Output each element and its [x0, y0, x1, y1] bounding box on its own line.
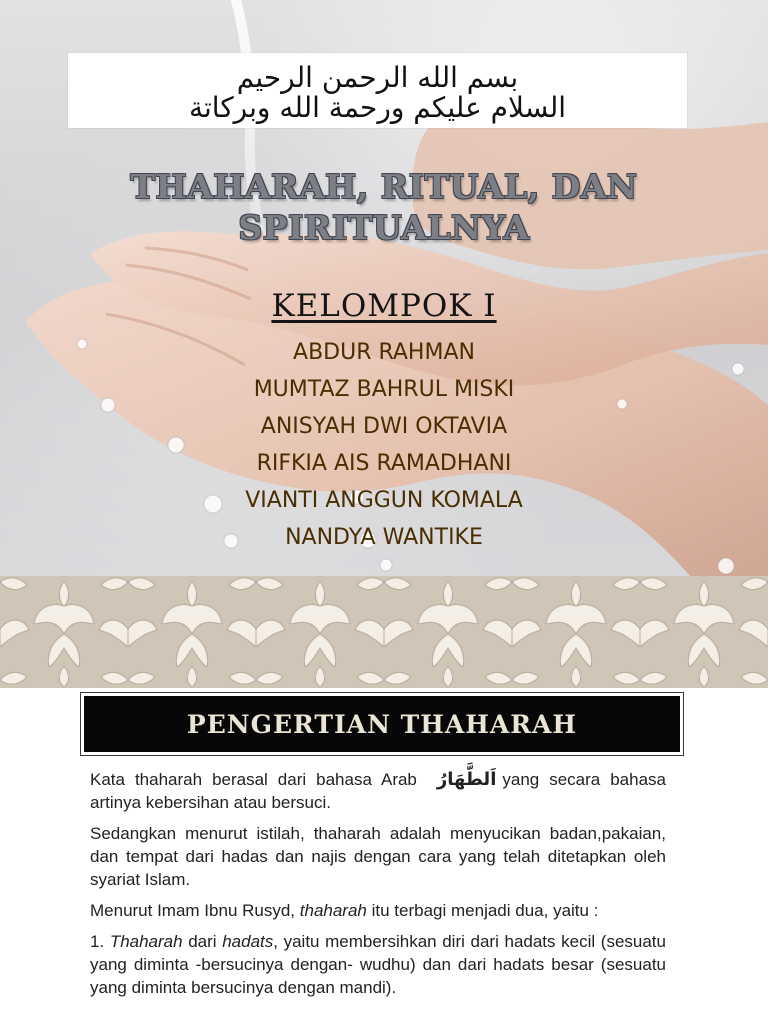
member-list [165, 334, 603, 556]
damask-ornament [0, 576, 768, 688]
definition-slide [0, 576, 768, 1024]
paragraph-definition: Sedangkan menurut istilah, thaharah adalah menyucikan badan,pakaian, dan tempat dari hadas dan najis dengan cara yang telah ditetapkan oleh syariat Islam. [90, 824, 666, 889]
bismillah-text: بسم الله الرحمن الرحيم [236, 61, 519, 94]
definition-content [90, 768, 666, 1007]
member-name: ABDUR RAHMAN [293, 340, 475, 365]
paragraph-hadats [90, 930, 666, 999]
hadats-term: hadats [222, 932, 274, 951]
member-name: VIANTI ANGGUN KOMALA [245, 488, 523, 513]
paragraph-origin-tail: yang secara bahasa artinya kebersihan atau bersuci. [90, 770, 667, 812]
paragraph-origin-lead: Kata thaharah berasal dari bahasa Arab [90, 770, 417, 789]
paragraph-division-lead: Menurut Imam Ibnu Rusyd, [90, 901, 296, 920]
member-name: MUMTAZ BAHRUL MISKI [253, 377, 515, 402]
section-title-box [84, 696, 680, 752]
slide-title-line-1: THAHARAH, RITUAL, DAN [130, 167, 638, 206]
thaharah-term: thaharah [299, 901, 367, 920]
paragraph-division-tail: itu terbagi menjadi dua, yaitu : [371, 901, 599, 920]
paragraph-division [90, 899, 666, 922]
section-title-frame [80, 692, 684, 756]
hadats-connector: dari [188, 932, 217, 951]
damask-pattern-strip [0, 576, 768, 688]
slide-title [92, 166, 676, 248]
paragraph-origin [90, 768, 666, 814]
list-number: 1. [90, 932, 105, 951]
member-name: RIFKIA AIS RAMADHANI [256, 451, 512, 476]
salam-text: السلام عليكم ورحمة الله وبركاتة [188, 91, 567, 124]
group-heading: KELOMPOK I [271, 288, 497, 324]
arabic-term: اَلطَّهَارُ [436, 769, 497, 790]
hadats-explanation: , yaitu membersihkan diri dari hadats kecil (sesuatu yang diminta -bersucinya dengan- wudhu) dan dari hadats besar (sesuatu yang diminta bersucinya dengan mandi). [90, 932, 666, 997]
bismillah-banner [68, 53, 687, 128]
slide-title-line-2: SPIRITUALNYA [238, 208, 530, 247]
section-title: PENGERTIAN THAHARAH [186, 709, 578, 739]
member-name: ANISYAH DWI OKTAVIA [260, 414, 508, 439]
thaharah-list-term: Thaharah [109, 932, 183, 951]
member-name: NANDYA WANTIKE [285, 525, 483, 550]
